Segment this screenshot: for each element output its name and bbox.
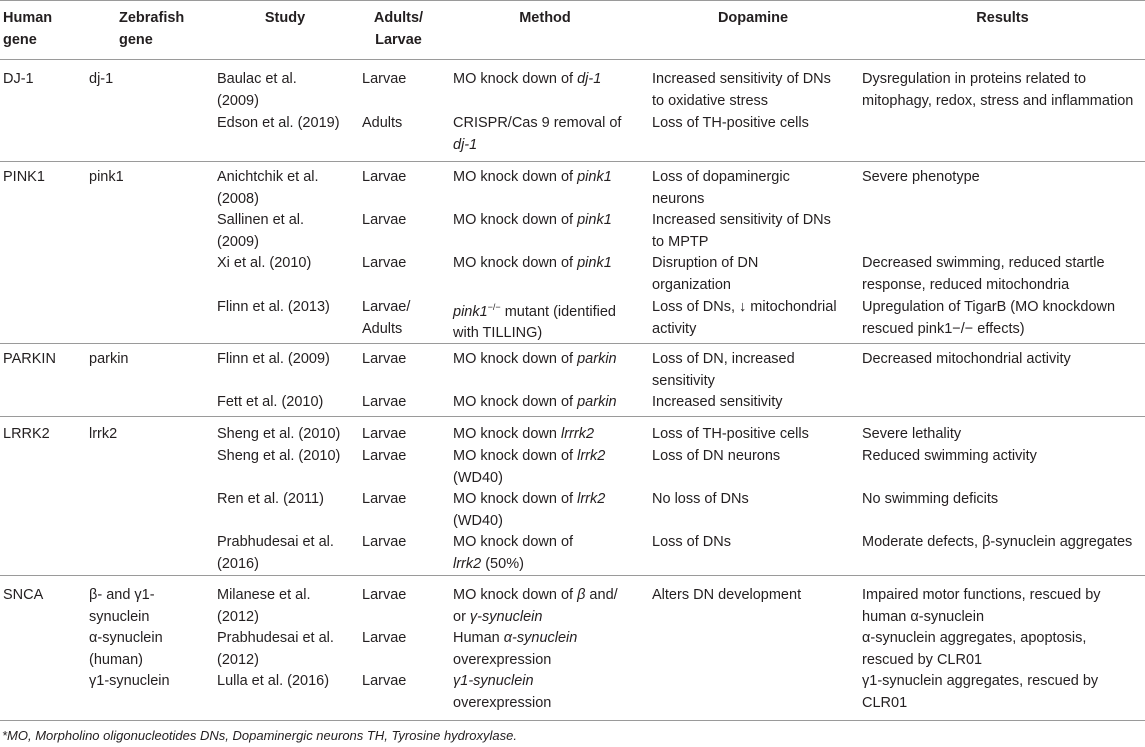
method-cell: MO knock down of dj-1 xyxy=(453,71,602,87)
zebrafish-gene: parkin xyxy=(89,351,129,367)
study-cell: Edson et al. (2019) xyxy=(217,115,340,131)
method-cell: CRISPR/Cas 9 removal of dj-1 xyxy=(453,115,622,153)
results-cell: Reduced swimming activity xyxy=(862,448,1037,464)
method-cell: MO knock down of pink1 xyxy=(453,212,612,228)
results-cell: No swimming deficits xyxy=(862,491,999,507)
dopamine-cell: Loss of DN, increased sensitivity xyxy=(652,351,795,389)
stage-cell: Larvae xyxy=(362,587,407,603)
dopamine-cell: Loss of dopaminergic neurons xyxy=(652,169,790,207)
results-cell: Decreased mitochondrial activity xyxy=(862,351,1071,367)
dopamine-cell: Increased sensitivity of DNs to MPTP xyxy=(652,212,831,250)
study-cell: Baulac et al. (2009) xyxy=(217,71,297,109)
zebrafish-gene: β- and γ1- synuclein α-synuclein (human) γ1-synuclein xyxy=(89,587,170,689)
zebrafish-gene: dj-1 xyxy=(89,71,114,87)
results-cell: Severe phenotype xyxy=(862,169,980,185)
human-gene: SNCA xyxy=(3,587,44,603)
method-cell: MO knock down of lrrk2 (WD40) xyxy=(453,448,606,486)
stage-cell: Larvae xyxy=(362,534,407,550)
top-rule xyxy=(0,0,1145,1)
human-gene: DJ-1 xyxy=(3,71,34,87)
stage-cell: Adults xyxy=(362,115,403,131)
results-cell: Severe lethality xyxy=(862,426,962,442)
table-footnote: *MO, Morpholino oligonucleotides DNs, Dopaminergic neurons TH, Tyrosine hydroxylase. xyxy=(2,728,517,743)
header-study: Study xyxy=(264,10,306,26)
dopamine-cell: Loss of DNs, ↓ mitochondrial activity xyxy=(652,299,837,337)
method-cell: MO knock down of pink1 xyxy=(453,255,612,271)
study-cell: Flinn et al. (2009) xyxy=(217,351,330,367)
stage-cell: Larvae xyxy=(362,169,407,185)
dopamine-cell: Loss of TH-positive cells xyxy=(652,115,809,131)
group-rule xyxy=(0,161,1145,162)
results-cell: Decreased swimming, reduced startle response, reduced mitochondria xyxy=(862,255,1105,293)
dopamine-cell: Loss of DN neurons xyxy=(652,448,781,464)
header-human-gene: Human gene xyxy=(3,10,53,48)
human-gene: PARKIN xyxy=(3,351,56,367)
study-cell: Prabhudesai et al. (2012) xyxy=(217,630,334,668)
method-cell: pink1−/− mutant (identified with TILLING) xyxy=(453,302,616,342)
header-dopamine: Dopamine xyxy=(717,10,789,26)
human-gene: PINK1 xyxy=(3,169,45,185)
results-cell: Moderate defects, β-synuclein aggregates xyxy=(862,534,1133,550)
stage-cell: Larvae xyxy=(362,394,407,410)
dopamine-cell: Disruption of DN organization xyxy=(652,255,759,293)
method-cell: MO knock down lrrrk2 xyxy=(453,426,595,442)
method-cell: MO knock down of parkin xyxy=(453,351,617,367)
study-cell: Ren et al. (2011) xyxy=(217,491,324,507)
header-zebrafish-gene: Zebrafish gene xyxy=(119,10,185,48)
study-cell: Sheng et al. (2010) xyxy=(217,426,341,442)
dopamine-cell: Increased sensitivity xyxy=(652,394,783,410)
method-cell: MO knock down of pink1 xyxy=(453,169,612,185)
stage-cell: Larvae xyxy=(362,448,407,464)
human-gene: LRRK2 xyxy=(3,426,50,442)
stage-cell: Larvae xyxy=(362,351,407,367)
method-cell: Human α-synuclein overexpression xyxy=(453,630,578,668)
header-results: Results xyxy=(976,10,1029,26)
stage-cell: Larvae xyxy=(362,630,407,646)
study-cell: Milanese et al. (2012) xyxy=(217,587,311,625)
results-cell: α-synuclein aggregates, apoptosis, rescued by CLR01 xyxy=(862,630,1087,668)
study-cell: Prabhudesai et al. (2016) xyxy=(217,534,334,572)
header-rule xyxy=(0,59,1145,60)
dopamine-cell: Loss of DNs xyxy=(652,534,731,550)
study-cell: Sallinen et al. (2009) xyxy=(217,212,305,250)
results-cell: Dysregulation in proteins related to mitophagy, redox, stress and inflammation xyxy=(862,71,1134,109)
dopamine-cell: Alters DN development xyxy=(652,587,802,603)
dopamine-cell: Increased sensitivity of DNs to oxidative stress xyxy=(652,71,831,109)
stage-cell: Larvae xyxy=(362,71,407,87)
stage-cell: Larvae xyxy=(362,673,407,689)
results-cell: γ1-synuclein aggregates, rescued by CLR01 xyxy=(862,673,1099,711)
method-cell: MO knock down of β and/ or γ-synuclein xyxy=(453,587,618,625)
results-cell: Impaired motor functions, rescued by human α-synuclein xyxy=(862,587,1101,625)
study-cell: Anichtchik et al. (2008) xyxy=(217,169,319,207)
results-cell: Upregulation of TigarB (MO knockdown rescued pink1−/− effects) xyxy=(862,299,1116,337)
study-cell: Lulla et al. (2016) xyxy=(217,673,330,689)
group-rule xyxy=(0,416,1145,417)
group-rule xyxy=(0,575,1145,576)
stage-cell: Larvae/ Adults xyxy=(362,299,411,337)
study-cell: Sheng et al. (2010) xyxy=(217,448,341,464)
dopamine-cell: Loss of TH-positive cells xyxy=(652,426,809,442)
stage-cell: Larvae xyxy=(362,255,407,271)
study-cell: Fett et al. (2010) xyxy=(217,394,324,410)
method-cell: MO knock down of lrrk2 (WD40) xyxy=(453,491,606,529)
bottom-rule xyxy=(0,720,1145,721)
zebrafish-gene: pink1 xyxy=(89,169,124,185)
header-adults-larvae: Adults/ Larvae xyxy=(373,10,424,48)
stage-cell: Larvae xyxy=(362,212,407,228)
stage-cell: Larvae xyxy=(362,491,407,507)
stage-cell: Larvae xyxy=(362,426,407,442)
header-method: Method xyxy=(519,10,571,26)
zebrafish-gene: lrrk2 xyxy=(89,426,118,442)
method-cell: γ1-synuclein overexpression xyxy=(453,673,552,711)
method-cell: MO knock down of lrrk2 (50%) xyxy=(453,534,574,572)
study-cell: Flinn et al. (2013) xyxy=(217,299,330,315)
study-cell: Xi et al. (2010) xyxy=(217,255,312,271)
method-cell: MO knock down of parkin xyxy=(453,394,617,410)
dopamine-cell: No loss of DNs xyxy=(652,491,749,507)
